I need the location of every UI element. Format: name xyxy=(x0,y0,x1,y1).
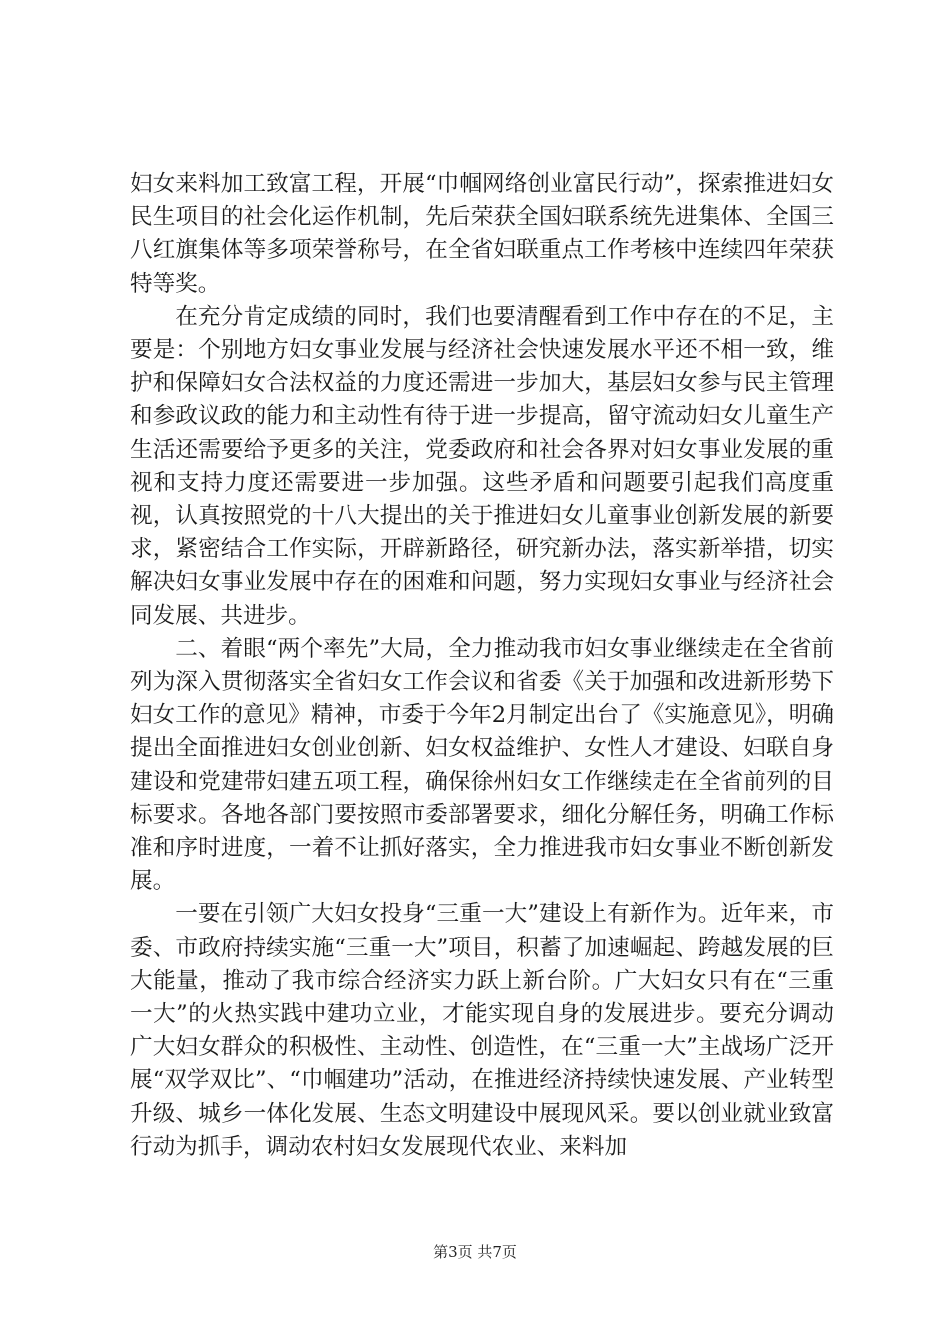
paragraph-continuation: 妇女来料加工致富工程，开展“巾帼网络创业富民行动”，探索推进妇女民生项目的社会化运作机制，先后荣获全国妇联系统先进集体、全国三八红旗集体等多项荣誉称号，在全省妇联重点工作考核中连续四年荣获特等奖。 xyxy=(130,171,834,297)
paragraph-first-requirement: 一要在引领广大妇女投身“三重一大”建设上有新作为。近年来，市委、市政府持续实施“三重一大”项目，积蓄了加速崛起、跨越发展的巨大能量，推动了我市综合经济实力跃上新台阶。广大妇女只有在“三重一大”的火热实践中建功立业，才能实现自身的发展进步。要充分调动广大妇女群众的积极性、主动性、创造性，在“三重一大”主战场广泛开展“双学双比”、“巾帼建功”活动，在推进经济持续快速发展、产业转型升级、城乡一体化发展、生态文明建设中展现风采。要以创业就业致富行动为抓手，调动农村妇女发展现代农业、来料加 xyxy=(130,901,834,1160)
document-body xyxy=(130,168,834,1164)
paragraph-shortcomings: 在充分肯定成绩的同时，我们也要清醒看到工作中存在的不足，主要是：个别地方妇女事业发展与经济社会快速发展水平还不相一致，维护和保障妇女合法权益的力度还需进一步加大，基层妇女参与民主管理和参政议政的能力和主动性有待于进一步提高，留守流动妇女儿童生产生活还需要给予更多的关注，党委政府和社会各界对妇女事业发展的重视和支持力度还需要进一步加强。这些矛盾和问题要引起我们高度重视，认真按照党的十八大提出的关于推进妇女儿童事业创新发展的新要求，紧密结合工作实际，开辟新路径，研究新办法，落实新举措，切实解决妇女事业发展中存在的困难和问题，努力实现妇女事业与经济社会同发展、共进步。 xyxy=(130,303,834,629)
paragraph-section-two: 二、着眼“两个率先”大局，全力推动我市妇女事业继续走在全省前列为深入贯彻落实全省妇女工作会议和省委《关于加强和改进新形势下妇女工作的意见》精神，市委于今年2月制定出台了《实施意见》，明确提出全面推进妇女创业创新、妇女权益维护、女性人才建设、妇联自身建设和党建带妇建五项工程，确保徐州妇女工作继续走在全省前列的目标要求。各地各部门要按照市委部署要求，细化分解任务，明确工作标准和序时进度，一着不让抓好落实，全力推进我市妇女事业不断创新发展。 xyxy=(130,635,834,895)
page-number-footer: 第3页 共7页 xyxy=(433,1243,517,1261)
